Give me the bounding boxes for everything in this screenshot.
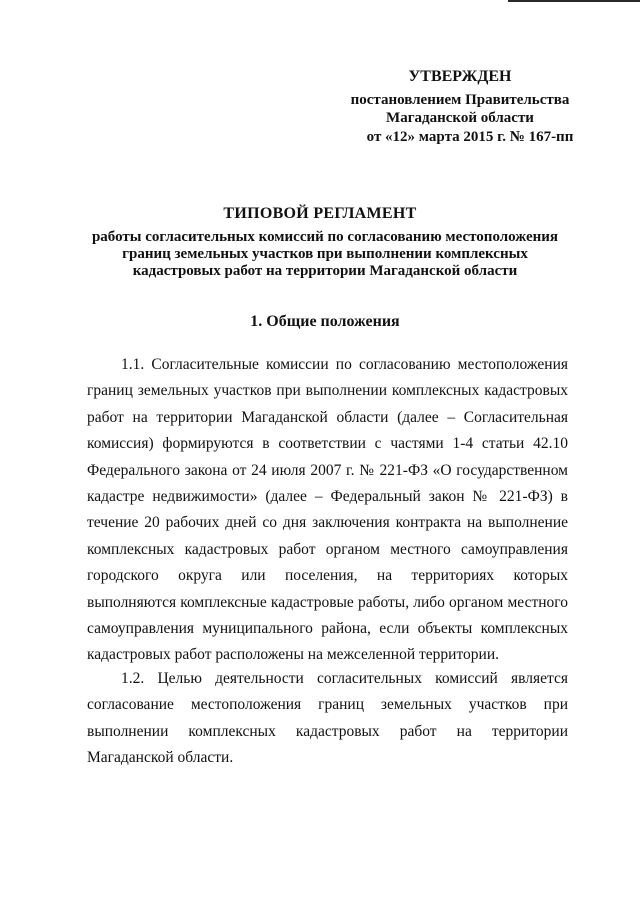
approval-title: УТВЕРЖДЕН xyxy=(408,68,512,85)
document-subtitle: работы согласительных комиссий по согласованию местоположения границ земельных участков при выполнении комплексных кадастровых работ на территории Магаданской области xyxy=(91,229,559,279)
document-title: ТИПОВОЙ РЕГЛАМЕНТ xyxy=(223,205,417,222)
paragraph-1-1: 1.1. Согласительные комиссии по согласованию местоположения границ земельных участков при выполнении комплексных кадастровых работ на территории Магаданской области (далее – Согласительная комиссия) формируются в соответствии с частями 1-4 статьи 42.10 Федерального закона от 24 июля 2007 г. № 221-ФЗ «О государственном кадастре недвижимости» (далее – Федеральный закон № 221-ФЗ) в течение 20 рабочих дней со дня заключения контракта на выполнение комплексных кадастровых работ органом местного самоуправления городского округа или поселения, на территориях которых выполняются комплексные кадастровые работы, либо органом местного самоуправления муниципального района, если объекты комплексных кадастровых работ расположены на межселенной территории. xyxy=(87,356,568,664)
scan-edge-line xyxy=(508,0,640,2)
approval-date: от «12» марта 2015 г. № 167-пп xyxy=(366,129,574,145)
section-heading: 1. Общие положения xyxy=(250,313,400,330)
approval-decree: постановлением Правительства Магаданской области xyxy=(350,92,570,126)
paragraph-1-2: 1.2. Целью деятельности согласительных комиссий является согласование местоположения границ земельных участков при выполнении комплексных кадастровых работ на территории Магаданской области. xyxy=(87,670,568,767)
